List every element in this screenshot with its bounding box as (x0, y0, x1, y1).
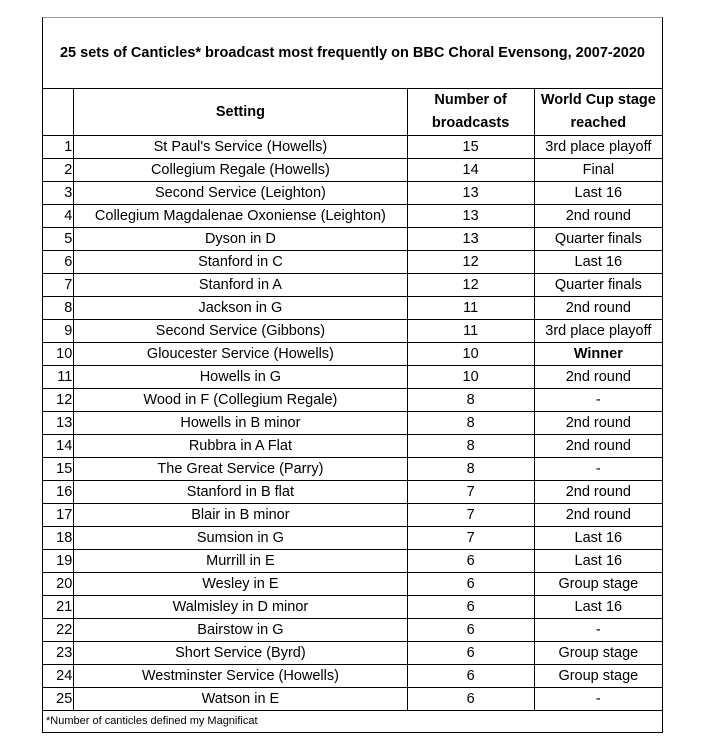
rank-cell: 15 (43, 458, 74, 481)
table-row (43, 228, 662, 251)
broadcasts-cell: 6 (407, 619, 534, 642)
table-row (43, 665, 662, 688)
rank-cell: 10 (43, 343, 74, 366)
table-row (43, 458, 662, 481)
rank-cell: 13 (43, 412, 74, 435)
setting-cell: Wood in F (Collegium Regale) (74, 389, 407, 412)
table-row (43, 205, 662, 228)
table-title: 25 sets of Canticles* broadcast most frequently on BBC Choral Evensong, 2007-2020 (43, 18, 662, 89)
rank-cell: 9 (43, 320, 74, 343)
broadcasts-cell: 13 (407, 182, 534, 205)
table-row (43, 596, 662, 619)
stage-cell: Last 16 (534, 596, 662, 619)
table-row (43, 343, 662, 366)
table-row (43, 527, 662, 550)
table-row (43, 412, 662, 435)
stage-header-line1: World Cup stage (540, 92, 656, 108)
stage-cell: - (534, 458, 662, 481)
broadcasts-cell: 6 (407, 665, 534, 688)
setting-cell: Bairstow in G (74, 619, 407, 642)
rank-cell: 11 (43, 366, 74, 389)
setting-cell: Rubbra in A Flat (74, 435, 407, 458)
table-row (43, 159, 662, 182)
stage-cell: 3rd place playoff (534, 136, 662, 159)
setting-cell: Gloucester Service (Howells) (74, 343, 407, 366)
broadcasts-cell: 8 (407, 458, 534, 481)
setting-cell: Jackson in G (74, 297, 407, 320)
rank-cell: 17 (43, 504, 74, 527)
setting-cell: Murrill in E (74, 550, 407, 573)
setting-cell: Westminster Service (Howells) (74, 665, 407, 688)
setting-cell: Walmisley in D minor (74, 596, 407, 619)
setting-cell: Short Service (Byrd) (74, 642, 407, 665)
setting-cell: Sumsion in G (74, 527, 407, 550)
spreadsheet (42, 17, 663, 733)
broadcasts-cell: 6 (407, 642, 534, 665)
stage-cell: 2nd round (534, 297, 662, 320)
stage-cell: Final (534, 159, 662, 182)
stage-cell: 2nd round (534, 366, 662, 389)
table-row (43, 182, 662, 205)
rank-cell: 25 (43, 688, 74, 711)
broadcasts-cell: 12 (407, 251, 534, 274)
table-row (43, 550, 662, 573)
rank-cell: 4 (43, 205, 74, 228)
stage-cell: Quarter finals (534, 274, 662, 297)
rank-cell: 19 (43, 550, 74, 573)
rank-cell: 6 (43, 251, 74, 274)
stage-cell: Group stage (534, 573, 662, 596)
table-row (43, 251, 662, 274)
setting-cell: Stanford in A (74, 274, 407, 297)
table-row (43, 573, 662, 596)
setting-cell: St Paul's Service (Howells) (74, 136, 407, 159)
table-row (43, 481, 662, 504)
stage-cell: Group stage (534, 665, 662, 688)
rank-cell: 7 (43, 274, 74, 297)
table-row (43, 642, 662, 665)
broadcasts-cell: 8 (407, 389, 534, 412)
rank-cell: 20 (43, 573, 74, 596)
table-row (43, 435, 662, 458)
stage-cell: 2nd round (534, 412, 662, 435)
setting-cell: Watson in E (74, 688, 407, 711)
rank-cell: 1 (43, 136, 74, 159)
broadcasts-cell: 13 (407, 205, 534, 228)
broadcasts-cell: 6 (407, 688, 534, 711)
table-row (43, 688, 662, 711)
rank-cell: 18 (43, 527, 74, 550)
broadcasts-cell: 8 (407, 435, 534, 458)
setting-header: Setting (74, 89, 407, 136)
stage-cell: Last 16 (534, 527, 662, 550)
stage-cell: - (534, 688, 662, 711)
setting-cell: Second Service (Leighton) (74, 182, 407, 205)
rank-cell: 22 (43, 619, 74, 642)
broadcasts-cell: 11 (407, 297, 534, 320)
broadcasts-cell: 14 (407, 159, 534, 182)
stage-cell: 2nd round (534, 205, 662, 228)
rank-cell: 21 (43, 596, 74, 619)
broadcasts-cell: 10 (407, 343, 534, 366)
broadcasts-header (407, 89, 534, 136)
broadcasts-cell: 11 (407, 320, 534, 343)
setting-cell: Wesley in E (74, 573, 407, 596)
stage-cell: Group stage (534, 642, 662, 665)
rank-cell: 3 (43, 182, 74, 205)
setting-cell: Stanford in B flat (74, 481, 407, 504)
header-row (43, 89, 662, 136)
stage-cell: Last 16 (534, 550, 662, 573)
rank-cell: 12 (43, 389, 74, 412)
broadcasts-header-line2: broadcasts (431, 115, 510, 131)
stage-cell: Last 16 (534, 251, 662, 274)
footnote: *Number of canticles defined my Magnificat (46, 715, 258, 727)
table-row (43, 366, 662, 389)
setting-cell: Collegium Regale (Howells) (74, 159, 407, 182)
canticles-table (43, 88, 662, 711)
stage-cell: 2nd round (534, 504, 662, 527)
broadcasts-cell: 6 (407, 573, 534, 596)
rank-header (43, 89, 74, 136)
table-row (43, 504, 662, 527)
stage-cell: 2nd round (534, 435, 662, 458)
table-row (43, 297, 662, 320)
stage-cell: Quarter finals (534, 228, 662, 251)
broadcasts-cell: 10 (407, 366, 534, 389)
broadcasts-cell: 8 (407, 412, 534, 435)
table-row (43, 619, 662, 642)
broadcasts-cell: 15 (407, 136, 534, 159)
stage-cell: 3rd place playoff (534, 320, 662, 343)
rank-cell: 16 (43, 481, 74, 504)
rank-cell: 5 (43, 228, 74, 251)
broadcasts-cell: 13 (407, 228, 534, 251)
rank-cell: 23 (43, 642, 74, 665)
setting-cell: Dyson in D (74, 228, 407, 251)
broadcasts-cell: 7 (407, 527, 534, 550)
stage-cell: Winner (534, 343, 662, 366)
table-row (43, 274, 662, 297)
stage-header-line2: reached (570, 115, 627, 131)
setting-cell: Blair in B minor (74, 504, 407, 527)
setting-cell: Second Service (Gibbons) (74, 320, 407, 343)
setting-cell: The Great Service (Parry) (74, 458, 407, 481)
table-row (43, 136, 662, 159)
setting-cell: Howells in B minor (74, 412, 407, 435)
setting-cell: Collegium Magdalenae Oxoniense (Leighton) (74, 205, 407, 228)
broadcasts-cell: 6 (407, 596, 534, 619)
stage-header (534, 89, 662, 136)
broadcasts-cell: 7 (407, 504, 534, 527)
rank-cell: 24 (43, 665, 74, 688)
broadcasts-cell: 12 (407, 274, 534, 297)
rank-cell: 14 (43, 435, 74, 458)
table-row (43, 320, 662, 343)
stage-cell: - (534, 619, 662, 642)
table-row (43, 389, 662, 412)
broadcasts-cell: 6 (407, 550, 534, 573)
setting-cell: Stanford in C (74, 251, 407, 274)
rank-cell: 8 (43, 297, 74, 320)
broadcasts-header-line1: Number of (434, 92, 507, 108)
setting-cell: Howells in G (74, 366, 407, 389)
stage-cell: Last 16 (534, 182, 662, 205)
rank-cell: 2 (43, 159, 74, 182)
stage-cell: - (534, 389, 662, 412)
broadcasts-cell: 7 (407, 481, 534, 504)
stage-cell: 2nd round (534, 481, 662, 504)
